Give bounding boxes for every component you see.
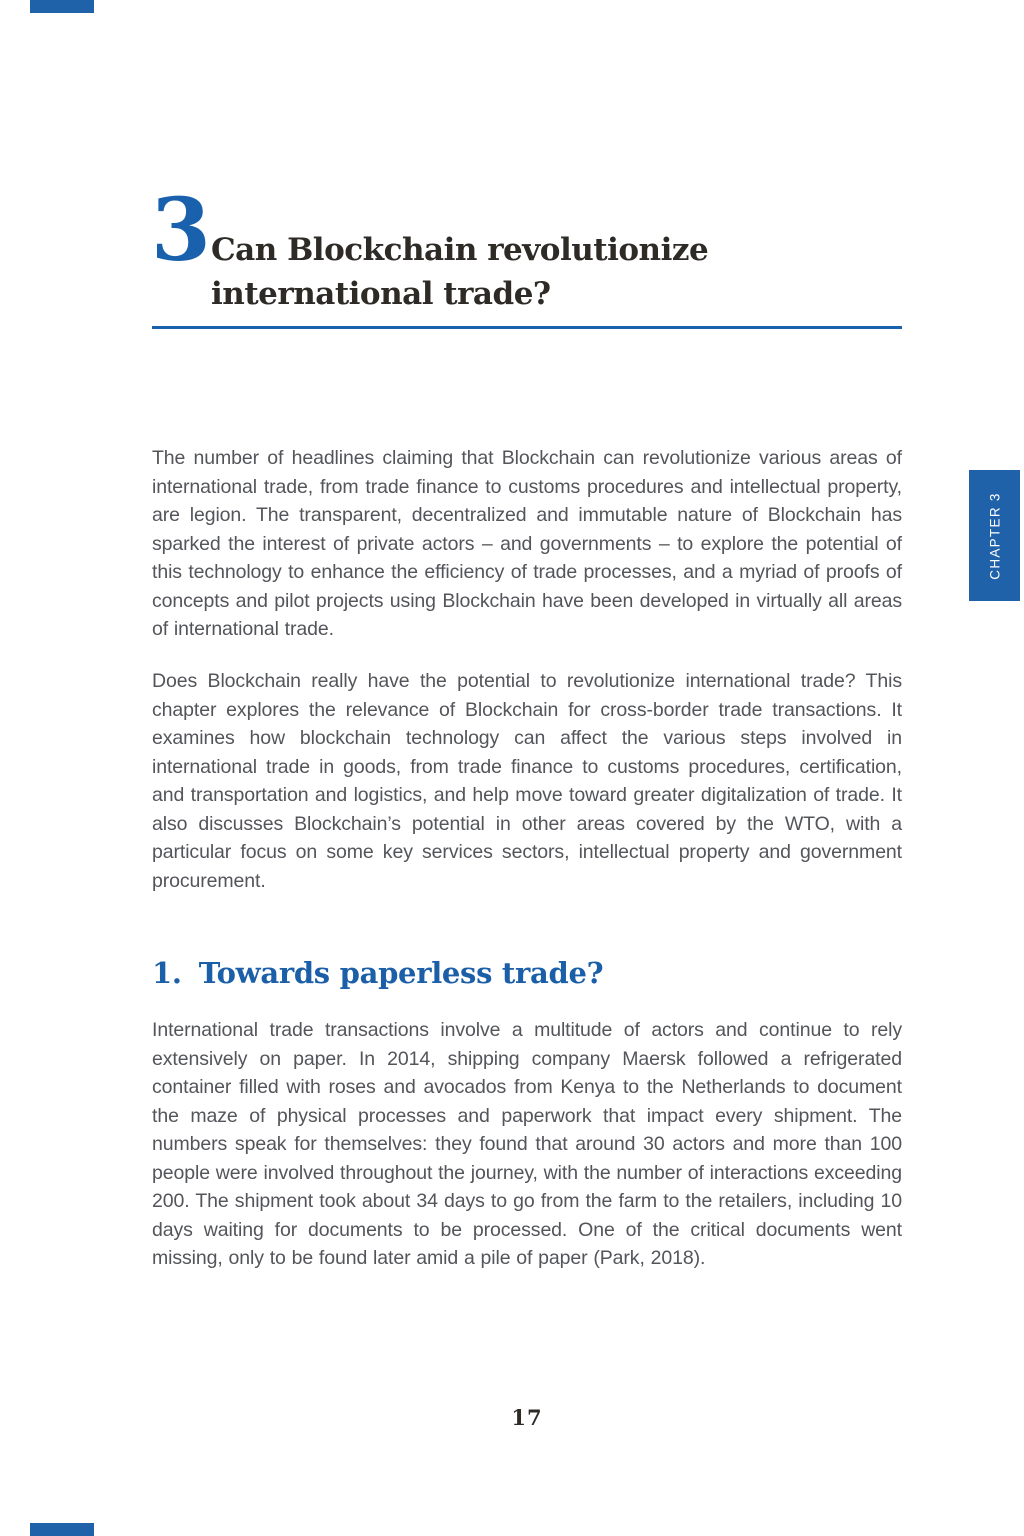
section-heading [152, 956, 603, 990]
page-bleed-mark-top [30, 0, 94, 13]
title-divider-rule [152, 326, 902, 329]
section-number: 1. [152, 956, 182, 990]
page-bleed-mark-bottom [30, 1523, 94, 1536]
chapter-number: 3 [151, 180, 209, 281]
intro-paragraph-2: Does Blockchain really have the potential to revolutionize international trade? This chapter explores the relevance of Blockchain for cross-border trade transactions. It examines how blockchain technology can affect the various steps involved in international trade in goods, from trade finance to customs procedures, certification, and transportation and logistics, and help move toward greater digitalization of trade. It also discusses Blockchain’s potential in other areas covered by the WTO, with a particular focus on some key services sectors, intellectual property and government procurement. [152, 670, 902, 892]
chapter-title-line2: international trade? [211, 276, 551, 312]
chapter-side-tab [969, 470, 1020, 601]
page-number: 17 [511, 1405, 543, 1430]
section-title: Towards paperless trade? [198, 956, 604, 990]
chapter-title [211, 228, 708, 316]
chapter-title-line1: Can Blockchain revolutionize [211, 232, 709, 268]
section-paragraph-1: International trade transactions involve a multitude of actors and continue to rely extensively on paper. In 2014, shipping company Maersk followed a refrigerated container filled with roses and avocados from Kenya to the Netherlands to document the maze of physical processes and paperwork that impact every shipment. The numbers speak for themselves: they found that around 30 actors and more than 100 people were involved throughout the journey, with the number of interactions exceeding 200. The shipment took about 34 days to go from the farm to the retailers, including 10 days waiting for documents to be processed. One of the critical documents went missing, only to be found later amid a pile of paper (Park, 2018). [152, 1019, 902, 1269]
chapter-side-tab-label: CHAPTER 3 [987, 491, 1002, 580]
intro-paragraph-1: The number of headlines claiming that Blockchain can revolutionize various areas of international trade, from trade finance to customs procedures and intellectual property, are legion. The transparent, decentralized and immutable nature of Blockchain has sparked the interest of private actors – and governments – to explore the potential of this technology to enhance the efficiency of trade processes, and a myriad of proofs of concepts and pilot projects using Blockchain have been developed in virtually all areas of international trade. [152, 447, 902, 640]
